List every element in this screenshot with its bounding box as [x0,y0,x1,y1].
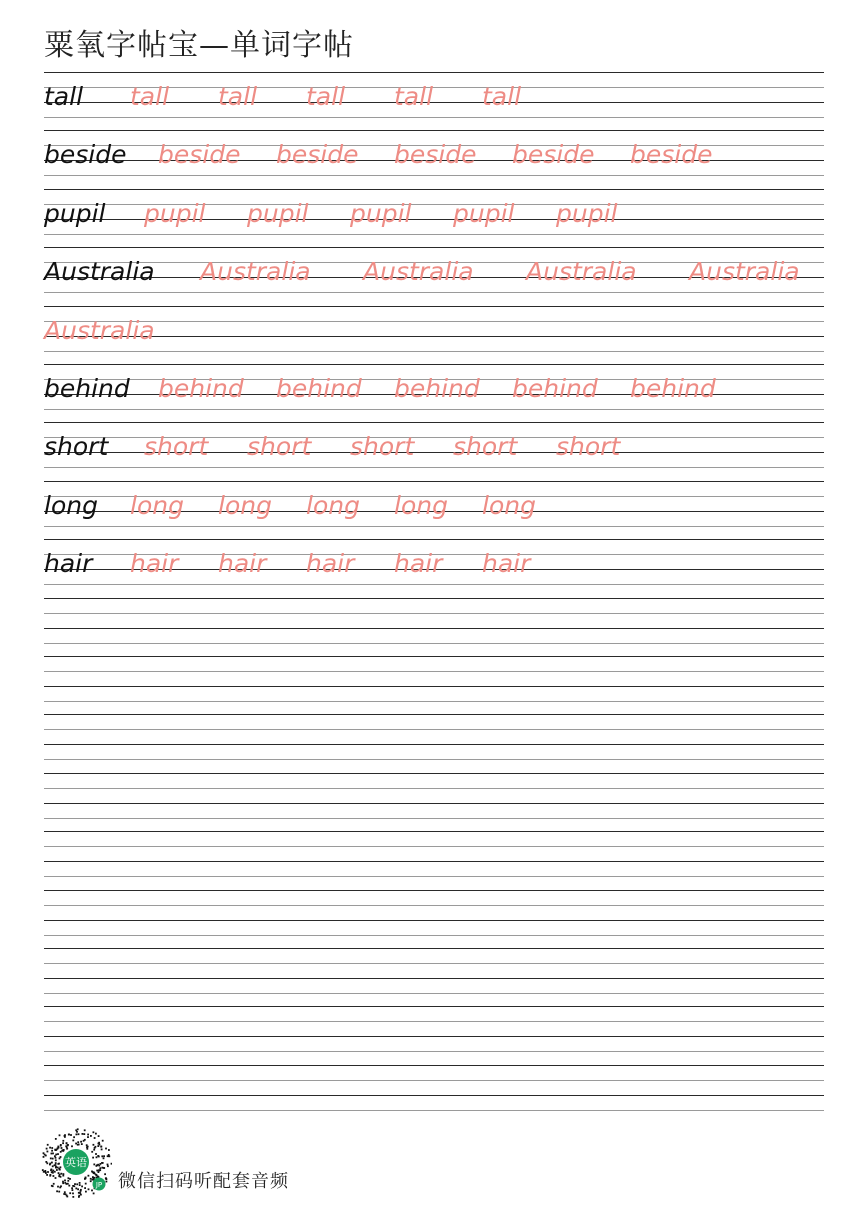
ruled-line [44,846,824,847]
ruled-line [44,818,824,819]
trace-word: hair [394,549,443,579]
practice-row [44,1006,824,1064]
ruled-line [44,656,824,657]
ruled-line [44,788,824,789]
trace-word: behind [276,374,362,403]
model-word: short [44,432,109,462]
trace-word: tall [306,82,346,111]
qr-badge-label: 英语 [65,1156,87,1169]
ruled-line [44,72,824,73]
model-word: long [44,490,98,520]
trace-word: beside [512,140,595,170]
ruled-line [44,890,824,891]
ruled-line [44,729,824,730]
trace-word: behind [158,374,244,403]
practice-row [44,189,824,247]
practice-row [44,890,824,948]
ruled-line [44,759,824,760]
ruled-line [44,117,824,118]
practice-row [44,1065,824,1123]
ruled-line [44,613,824,614]
ruled-line [44,598,824,599]
trace-word: pupil [453,198,515,228]
ruled-line [44,247,824,248]
trace-word: beside [394,140,477,170]
trace-word: long [306,490,360,520]
trace-word: hair [130,549,179,579]
trace-word: short [350,432,415,462]
ruled-line [44,1051,824,1052]
model-word: behind [44,374,130,403]
practice-row [44,481,824,539]
model-word: tall [44,82,84,111]
trace-word: long [482,490,536,520]
ruled-line [44,409,824,410]
ruled-line [44,963,824,964]
practice-row [44,714,824,772]
ruled-line [44,364,824,365]
ruled-line [44,905,824,906]
trace-word: hair [218,549,267,579]
ruled-line [44,539,824,540]
trace-word: long [130,490,184,520]
ruled-line [44,920,824,921]
trace-word: long [394,490,448,520]
trace-word: tall [482,82,522,111]
model-word: beside [44,140,127,170]
trace-word: tall [130,82,170,111]
ruled-line [44,643,824,644]
practice-row [44,598,824,656]
qr-small-badge-label: JP [95,1181,103,1189]
ruled-line [44,861,824,862]
ruled-line [44,993,824,994]
trace-word: beside [630,140,713,170]
practice-row [44,948,824,1006]
practice-row [44,72,824,130]
trace-word: behind [630,374,716,403]
ruled-line [44,671,824,672]
ruled-line [44,935,824,936]
ruled-line [44,714,824,715]
ruled-line [44,481,824,482]
ruled-line [44,292,824,293]
ruled-line [44,876,824,877]
ruled-line [44,175,824,176]
trace-word: tall [394,82,434,111]
trace-word: short [453,432,518,462]
footer [40,1126,440,1202]
ruled-line [44,321,824,322]
ruled-line [44,336,824,337]
ruled-line [44,773,824,774]
ruled-line [44,467,824,468]
trace-word: pupil [556,198,618,228]
trace-word: long [218,490,272,520]
ruled-line [44,1095,824,1096]
ruled-line [44,584,824,585]
trace-word: Australia [689,257,800,287]
trace-word: pupil [144,198,206,228]
ruled-line [44,978,824,979]
ruled-line [44,351,824,352]
trace-word: short [556,432,621,462]
ruled-line [44,1006,824,1007]
trace-word: pupil [247,198,309,228]
ruled-line [44,948,824,949]
writing-sheet [44,70,824,1120]
scan-instruction: 微信扫码听配套音频 [118,1171,289,1192]
trace-word: Australia [526,257,637,287]
practice-row [44,247,824,305]
ruled-line [44,744,824,745]
model-word: pupil [44,198,106,228]
practice-row [44,364,824,422]
practice-row [44,773,824,831]
ruled-line [44,234,824,235]
model-word: Australia [44,257,155,287]
practice-row [44,130,824,188]
practice-row [44,539,824,597]
practice-row [44,831,824,889]
trace-word: pupil [350,198,412,228]
trace-word: tall [218,82,258,111]
practice-row [44,306,824,364]
ruled-line [44,701,824,702]
page-title: 粟氧字帖宝—单词字帖 [44,28,354,63]
ruled-line [44,526,824,527]
trace-word: beside [276,140,359,170]
trace-word: Australia [363,257,474,287]
qr-code-icon[interactable] [40,1126,112,1198]
trace-word: Australia [200,257,311,287]
trace-word: Australia [44,315,155,345]
ruled-line [44,189,824,190]
ruled-line [44,1065,824,1066]
trace-word: beside [158,140,241,170]
ruled-line [44,422,824,423]
ruled-line [44,130,824,131]
trace-word: hair [306,549,355,579]
ruled-line [44,1021,824,1022]
ruled-line [44,306,824,307]
practice-row [44,656,824,714]
ruled-line [44,1110,824,1111]
trace-word: hair [482,549,531,579]
trace-word: behind [394,374,480,403]
trace-word: short [144,432,209,462]
ruled-line [44,803,824,804]
model-word: hair [44,549,93,579]
ruled-line [44,628,824,629]
ruled-line [44,831,824,832]
ruled-line [44,686,824,687]
ruled-line [44,1036,824,1037]
practice-row [44,422,824,480]
trace-word: short [247,432,312,462]
trace-word: behind [512,374,598,403]
ruled-line [44,1080,824,1081]
